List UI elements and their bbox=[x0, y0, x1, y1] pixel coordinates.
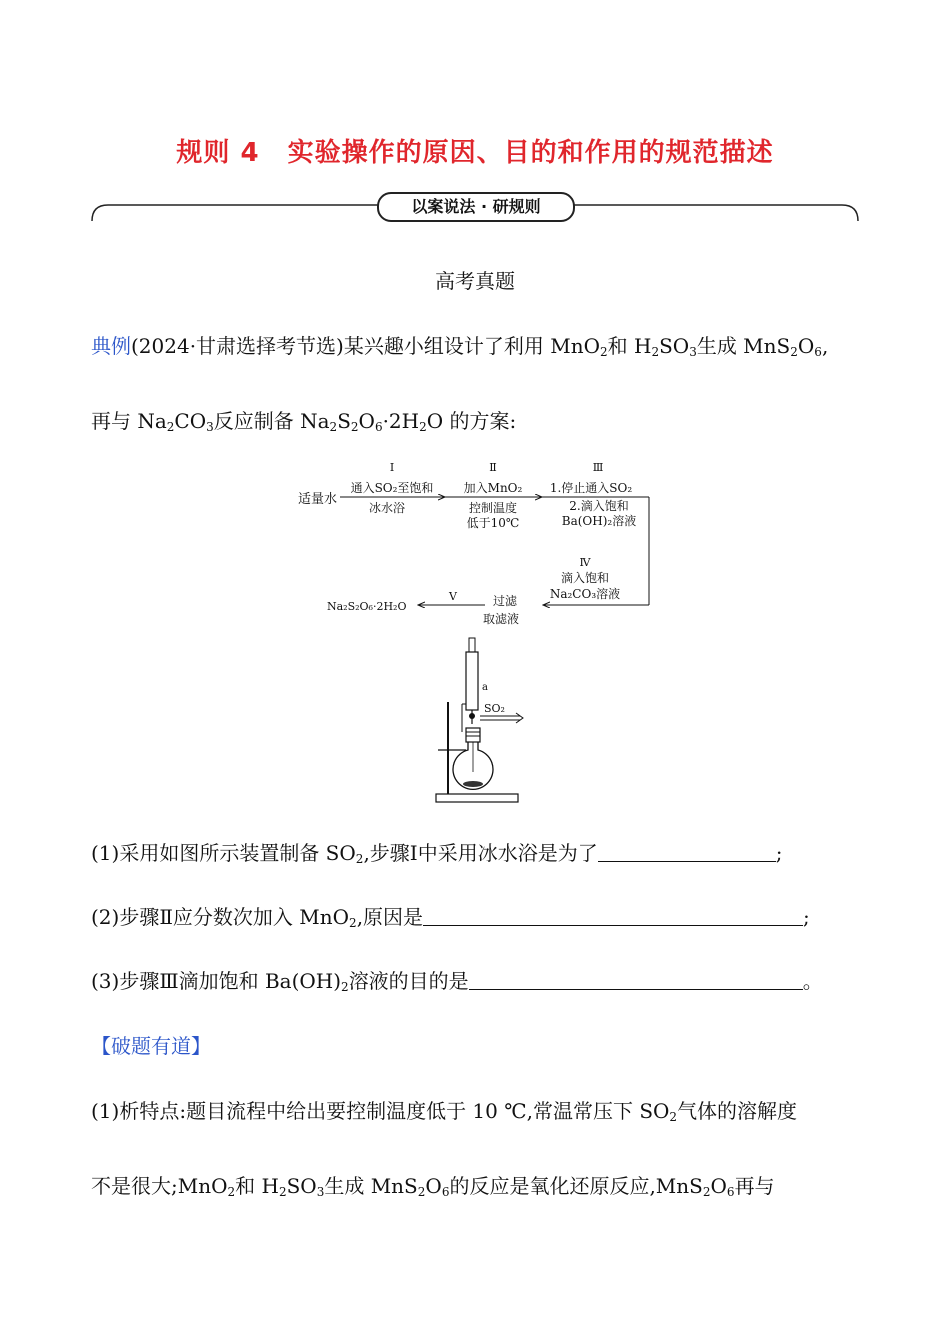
answer-blank-1[interactable] bbox=[598, 843, 776, 862]
section-heading: 高考真题 bbox=[435, 269, 515, 293]
flow-step4-num: Ⅳ bbox=[579, 556, 591, 569]
flow-step1-num: Ⅰ bbox=[389, 461, 395, 474]
section-banner: 以案说法 · 研规则 bbox=[377, 192, 575, 222]
flow-step5-num: Ⅴ bbox=[449, 590, 457, 603]
rule-number: 规则 4 bbox=[176, 138, 260, 168]
question-2: (2)步骤Ⅱ应分数次加入 MnO$_2$,原因是 ; bbox=[91, 905, 810, 930]
flow-step3-bottom1: 2.滴入饱和 bbox=[569, 499, 629, 513]
analysis-heading: 【破题有道】 bbox=[91, 1034, 211, 1058]
flow-step3-num: Ⅲ bbox=[592, 461, 604, 474]
label-a: a bbox=[482, 682, 488, 693]
flow-mid-top: 过滤 bbox=[492, 594, 518, 608]
flow-product: Na₂S₂O₆·2H₂O bbox=[327, 600, 407, 613]
page-title bbox=[0, 132, 950, 169]
example-line-1: 典例(2024·甘肃选择考节选)某兴趣小组设计了利用 MnO$_2$和 $H_2SO_3$生成 $MnS_2O_6$, bbox=[91, 334, 829, 359]
flask-neck bbox=[466, 728, 480, 742]
answer-blank-2[interactable] bbox=[423, 907, 803, 926]
answer-blank-3[interactable] bbox=[469, 971, 803, 990]
flow-step3-bottom2: Ba(OH)₂溶液 bbox=[561, 514, 637, 528]
question-1: (1)采用如图所示装置制备 $SO_2$,步骤Ⅰ中采用冰水浴是为了 ; bbox=[91, 841, 783, 866]
flow-step1-bottom: 冰水浴 bbox=[368, 501, 406, 515]
dropping-funnel bbox=[466, 652, 478, 710]
stand-base bbox=[436, 794, 518, 802]
label-so2: SO₂ bbox=[484, 702, 505, 715]
flow-step3-top: 1.停止通入SO₂ bbox=[549, 481, 633, 495]
flow-mid-bottom-label: 取滤液 bbox=[483, 612, 520, 626]
analysis-line-2: 不是很大;MnO$_2$和 $H_2SO_3$生成 $MnS_2O_6$的反应是氧化还原反应$,MnS_2O_6$再与 bbox=[91, 1174, 775, 1199]
flow-step2-bottom1: 控制温度 bbox=[468, 501, 518, 515]
flow-start: 适量水 bbox=[298, 492, 338, 507]
flow-step4-line1: 滴入饱和 bbox=[560, 571, 610, 585]
flow-step1-top: 通入SO₂至饱和 bbox=[350, 481, 434, 495]
so2-generation-apparatus bbox=[428, 632, 528, 807]
rule-title: 实验操作的原因、目的和作用的规范描述 bbox=[287, 138, 774, 168]
funnel-stopper bbox=[469, 638, 475, 652]
outlet-arrow bbox=[516, 713, 523, 723]
example-tag: 典例 bbox=[91, 334, 131, 358]
stopcock bbox=[469, 713, 475, 719]
flask-solid bbox=[463, 781, 483, 787]
process-flow-diagram bbox=[295, 455, 655, 615]
example-line-2: 再与 $Na_2CO_3$反应制备 $Na_2S_2O_6\cdot 2H_2O$ 的方案: bbox=[91, 409, 517, 434]
flow-step2-bottom2: 低于10℃ bbox=[466, 516, 520, 530]
flow-step4-line2: Na₂CO₃溶液 bbox=[549, 587, 621, 601]
analysis-line-1: (1)析特点:题目流程中给出要控制温度低于 10 ℃,常温常压下 $SO_2$气体的溶解度 bbox=[91, 1099, 798, 1124]
question-3: (3)步骤Ⅲ滴加饱和 $Ba(OH)_2$溶液的目的是 。 bbox=[91, 969, 823, 994]
flow-step2-num: Ⅱ bbox=[489, 461, 497, 474]
flow-step2-top: 加入MnO₂ bbox=[463, 481, 523, 495]
